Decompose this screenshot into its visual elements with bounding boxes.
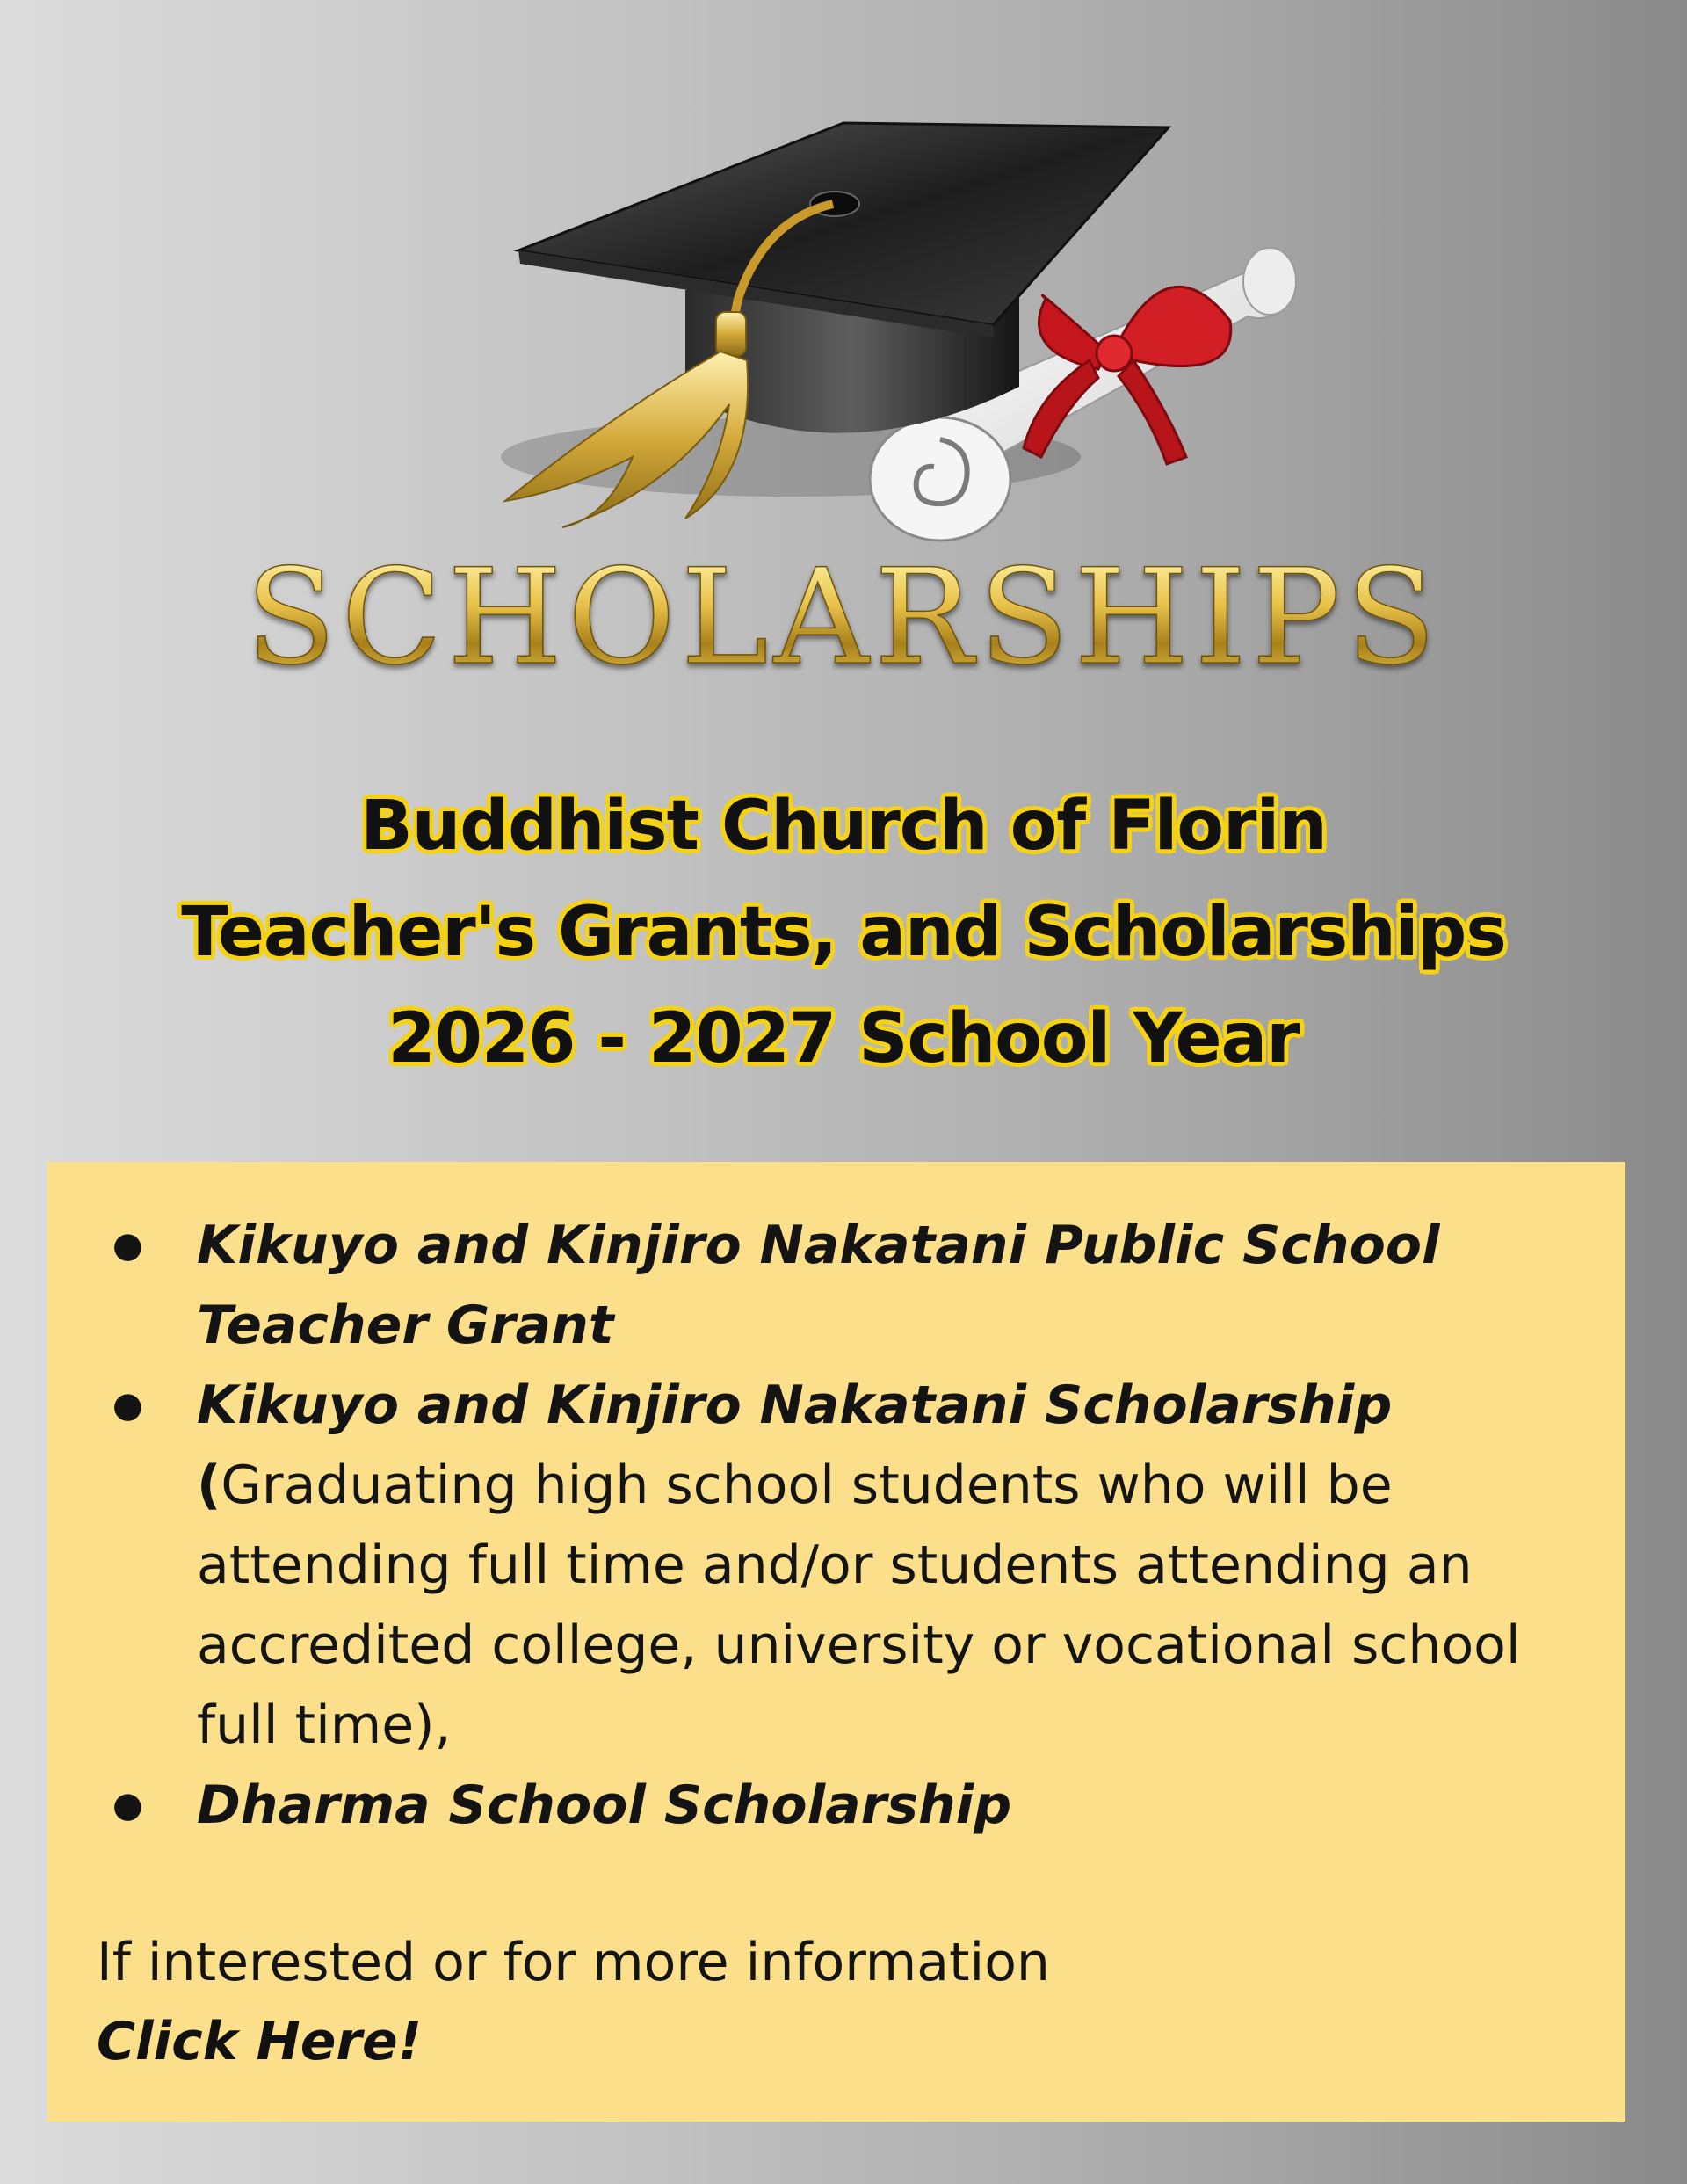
info-box bbox=[47, 1162, 1625, 2122]
headline-church-name: Buddhist Church of Florin bbox=[360, 787, 1327, 866]
contact-text: If interested or for more information bbox=[97, 1932, 1050, 1993]
program-title: Kikuyo and Kinjiro Nakatani Public School Teacher Grant bbox=[197, 1215, 1440, 1356]
hero-graphic bbox=[0, 0, 1687, 703]
bullet-icon: ● bbox=[112, 1785, 143, 1825]
program-title: Dharma School Scholarship bbox=[197, 1774, 1012, 1836]
program-list bbox=[97, 1206, 1576, 1846]
headline bbox=[0, 773, 1687, 1092]
bullet-icon: ● bbox=[112, 1225, 143, 1266]
click-here-link[interactable]: Click Here! bbox=[97, 2011, 423, 2072]
headline-program-title: Teacher's Grants, and Scholarships bbox=[181, 893, 1506, 972]
scholarships-logo-text: SCHOLARSHIPS bbox=[0, 552, 1687, 684]
program-detail-paren: ( bbox=[197, 1455, 221, 1516]
program-item-teacher-grant bbox=[97, 1206, 1576, 1366]
bullet-icon: ● bbox=[112, 1385, 143, 1426]
program-detail: Graduating high school students who will be attending full time and/or students attending an accredited college, university or vocational school full time), bbox=[197, 1455, 1521, 1756]
program-item-nakatani-scholarship bbox=[97, 1366, 1576, 1766]
headline-school-year: 2026 - 2027 School Year bbox=[387, 999, 1300, 1078]
contact-section bbox=[97, 1923, 1576, 2081]
program-title: Kikuyo and Kinjiro Nakatani Scholarship bbox=[197, 1375, 1393, 1436]
program-item-dharma-school bbox=[97, 1766, 1576, 1846]
